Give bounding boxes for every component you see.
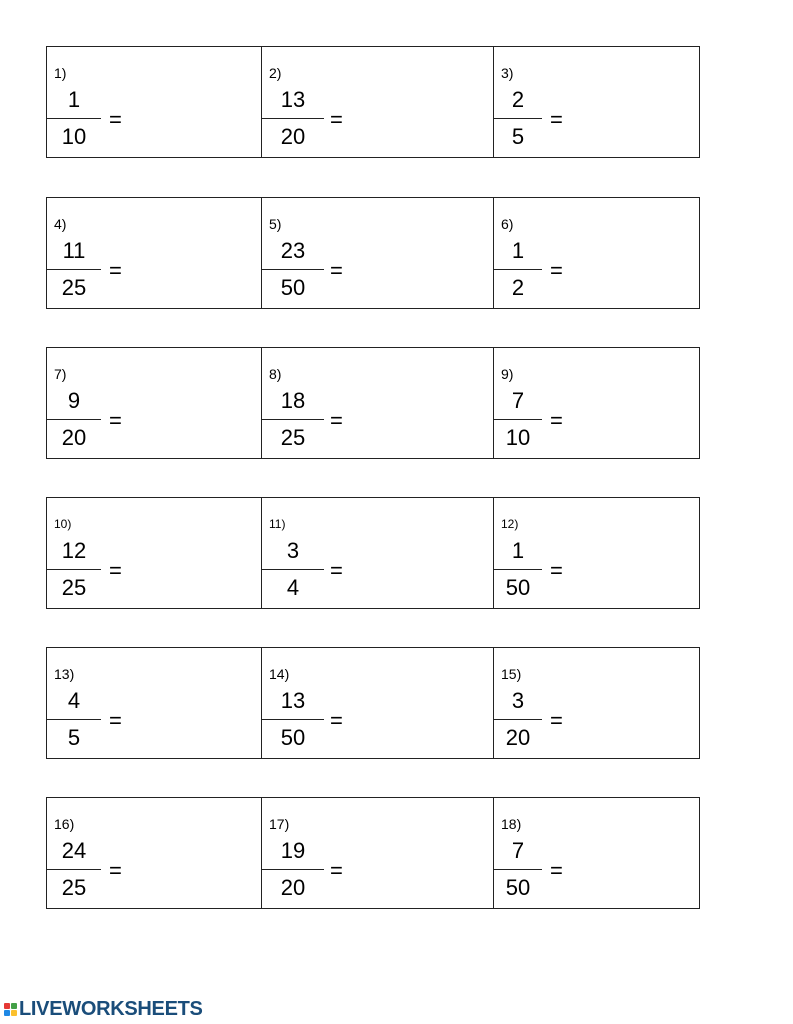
equals-sign: = bbox=[550, 708, 563, 733]
equals-sign: = bbox=[550, 258, 563, 283]
fraction-denominator: 25 bbox=[61, 275, 87, 300]
problem-number: 2) bbox=[269, 65, 282, 81]
problem-cell bbox=[262, 198, 494, 308]
problem-cell bbox=[494, 648, 699, 758]
fraction-denominator: 50 bbox=[280, 275, 306, 300]
fraction-denominator: 25 bbox=[61, 875, 87, 900]
fraction-bar bbox=[494, 118, 542, 119]
fraction bbox=[262, 688, 324, 751]
problem-cell bbox=[494, 348, 699, 458]
logo-squares-icon bbox=[4, 1003, 17, 1016]
problem-number: 17) bbox=[269, 816, 290, 832]
equals-sign: = bbox=[109, 858, 122, 883]
problem-cell bbox=[494, 798, 699, 908]
fraction-numerator: 18 bbox=[280, 388, 306, 413]
fraction-denominator: 5 bbox=[67, 725, 81, 750]
fraction-bar bbox=[47, 118, 101, 119]
problem-row bbox=[46, 197, 700, 309]
fraction-bar bbox=[262, 719, 324, 720]
problem-number: 15) bbox=[501, 666, 522, 682]
fraction-numerator: 9 bbox=[67, 388, 81, 413]
problem-number: 11) bbox=[269, 517, 286, 531]
fraction-denominator: 2 bbox=[511, 275, 525, 300]
equals-sign: = bbox=[330, 107, 343, 132]
fraction-bar bbox=[47, 719, 101, 720]
problem-number: 6) bbox=[501, 216, 514, 232]
fraction-bar bbox=[262, 118, 324, 119]
problem-cell bbox=[494, 198, 699, 308]
problem-number: 1) bbox=[54, 65, 67, 81]
equals-sign: = bbox=[109, 408, 122, 433]
equals-sign: = bbox=[550, 558, 563, 583]
fraction-bar bbox=[262, 269, 324, 270]
fraction-denominator: 5 bbox=[511, 124, 525, 149]
fraction bbox=[47, 238, 101, 301]
fraction-numerator: 3 bbox=[286, 538, 300, 563]
logo-square-blue bbox=[4, 1010, 10, 1016]
problem-cell bbox=[262, 498, 494, 608]
fraction-bar bbox=[262, 419, 324, 420]
problem-row bbox=[46, 647, 700, 759]
fraction bbox=[262, 538, 324, 601]
fraction-numerator: 1 bbox=[511, 538, 525, 563]
fraction-denominator: 50 bbox=[505, 875, 531, 900]
fraction bbox=[494, 238, 542, 301]
fraction-numerator: 13 bbox=[280, 688, 306, 713]
fraction-denominator: 50 bbox=[505, 575, 531, 600]
problem-row bbox=[46, 497, 700, 609]
problem-row bbox=[46, 46, 700, 158]
equals-sign: = bbox=[330, 708, 343, 733]
fraction-numerator: 2 bbox=[511, 87, 525, 112]
problem-cell bbox=[262, 648, 494, 758]
problem-number: 3) bbox=[501, 65, 514, 81]
fraction-bar bbox=[47, 419, 101, 420]
fraction-bar bbox=[262, 569, 324, 570]
fraction-numerator: 23 bbox=[280, 238, 306, 263]
logo-square-yellow bbox=[11, 1010, 17, 1016]
fraction-bar bbox=[494, 419, 542, 420]
liveworksheets-logo[interactable] bbox=[4, 997, 203, 1021]
equals-sign: = bbox=[550, 858, 563, 883]
problem-number: 5) bbox=[269, 216, 282, 232]
fraction bbox=[262, 87, 324, 150]
fraction-numerator: 1 bbox=[511, 238, 525, 263]
problem-cell bbox=[47, 198, 262, 308]
problem-number: 7) bbox=[54, 366, 67, 382]
fraction bbox=[262, 388, 324, 451]
fraction-denominator: 10 bbox=[61, 124, 87, 149]
fraction bbox=[262, 838, 324, 901]
fraction-numerator: 12 bbox=[61, 538, 87, 563]
equals-sign: = bbox=[330, 408, 343, 433]
fraction-numerator: 11 bbox=[62, 238, 86, 263]
fraction bbox=[262, 238, 324, 301]
equals-sign: = bbox=[550, 107, 563, 132]
problem-number: 18) bbox=[501, 816, 522, 832]
problem-cell bbox=[494, 47, 699, 157]
fraction-bar bbox=[494, 269, 542, 270]
fraction-bar bbox=[494, 869, 542, 870]
problem-cell bbox=[262, 798, 494, 908]
fraction-bar bbox=[47, 869, 101, 870]
fraction-numerator: 3 bbox=[511, 688, 525, 713]
fraction-numerator: 7 bbox=[511, 388, 525, 413]
fraction-bar bbox=[494, 569, 542, 570]
problem-number: 10) bbox=[54, 517, 72, 531]
problem-cell bbox=[262, 348, 494, 458]
equals-sign: = bbox=[550, 408, 563, 433]
equals-sign: = bbox=[109, 258, 122, 283]
equals-sign: = bbox=[109, 708, 122, 733]
fraction bbox=[494, 538, 542, 601]
problem-cell bbox=[47, 648, 262, 758]
fraction-denominator: 4 bbox=[286, 575, 300, 600]
fraction-bar bbox=[494, 719, 542, 720]
equals-sign: = bbox=[109, 558, 122, 583]
fraction-numerator: 1 bbox=[67, 87, 81, 112]
problem-number: 16) bbox=[54, 816, 75, 832]
problem-cell bbox=[47, 798, 262, 908]
problem-number: 13) bbox=[54, 666, 75, 682]
problem-number: 8) bbox=[269, 366, 282, 382]
problem-cell bbox=[47, 348, 262, 458]
fraction-denominator: 50 bbox=[280, 725, 306, 750]
fraction-denominator: 20 bbox=[505, 725, 531, 750]
fraction-denominator: 25 bbox=[61, 575, 87, 600]
fraction-denominator: 10 bbox=[505, 425, 531, 450]
fraction bbox=[47, 87, 101, 150]
fraction-denominator: 20 bbox=[61, 425, 87, 450]
brand-name: LIVEWORKSHEETS bbox=[19, 997, 203, 1020]
problem-number: 4) bbox=[54, 216, 67, 232]
fraction-bar bbox=[47, 269, 101, 270]
problem-row bbox=[46, 347, 700, 459]
fraction-numerator: 19 bbox=[280, 838, 306, 863]
equals-sign: = bbox=[330, 558, 343, 583]
equals-sign: = bbox=[109, 107, 122, 132]
fraction-bar bbox=[262, 869, 324, 870]
fraction bbox=[47, 388, 101, 451]
logo-square-green bbox=[11, 1003, 17, 1009]
fraction bbox=[47, 838, 101, 901]
fraction-numerator: 7 bbox=[511, 838, 525, 863]
fraction bbox=[47, 688, 101, 751]
problem-cell bbox=[494, 498, 699, 608]
fraction-denominator: 25 bbox=[280, 425, 306, 450]
fraction bbox=[494, 688, 542, 751]
problem-number: 12) bbox=[501, 517, 519, 531]
problem-cell bbox=[47, 498, 262, 608]
problem-row bbox=[46, 797, 700, 909]
fraction bbox=[494, 87, 542, 150]
fraction-bar bbox=[47, 569, 101, 570]
fraction-numerator: 24 bbox=[61, 838, 87, 863]
fraction-denominator: 20 bbox=[280, 124, 306, 149]
equals-sign: = bbox=[330, 258, 343, 283]
problem-number: 9) bbox=[501, 366, 514, 382]
equals-sign: = bbox=[330, 858, 343, 883]
problem-number: 14) bbox=[269, 666, 290, 682]
logo-square-red bbox=[4, 1003, 10, 1009]
problem-cell bbox=[47, 47, 262, 157]
fraction bbox=[494, 388, 542, 451]
fraction bbox=[494, 838, 542, 901]
fraction-numerator: 13 bbox=[280, 87, 306, 112]
fraction-denominator: 20 bbox=[280, 875, 306, 900]
fraction-numerator: 4 bbox=[67, 688, 81, 713]
fraction bbox=[47, 538, 101, 601]
problem-cell bbox=[262, 47, 494, 157]
